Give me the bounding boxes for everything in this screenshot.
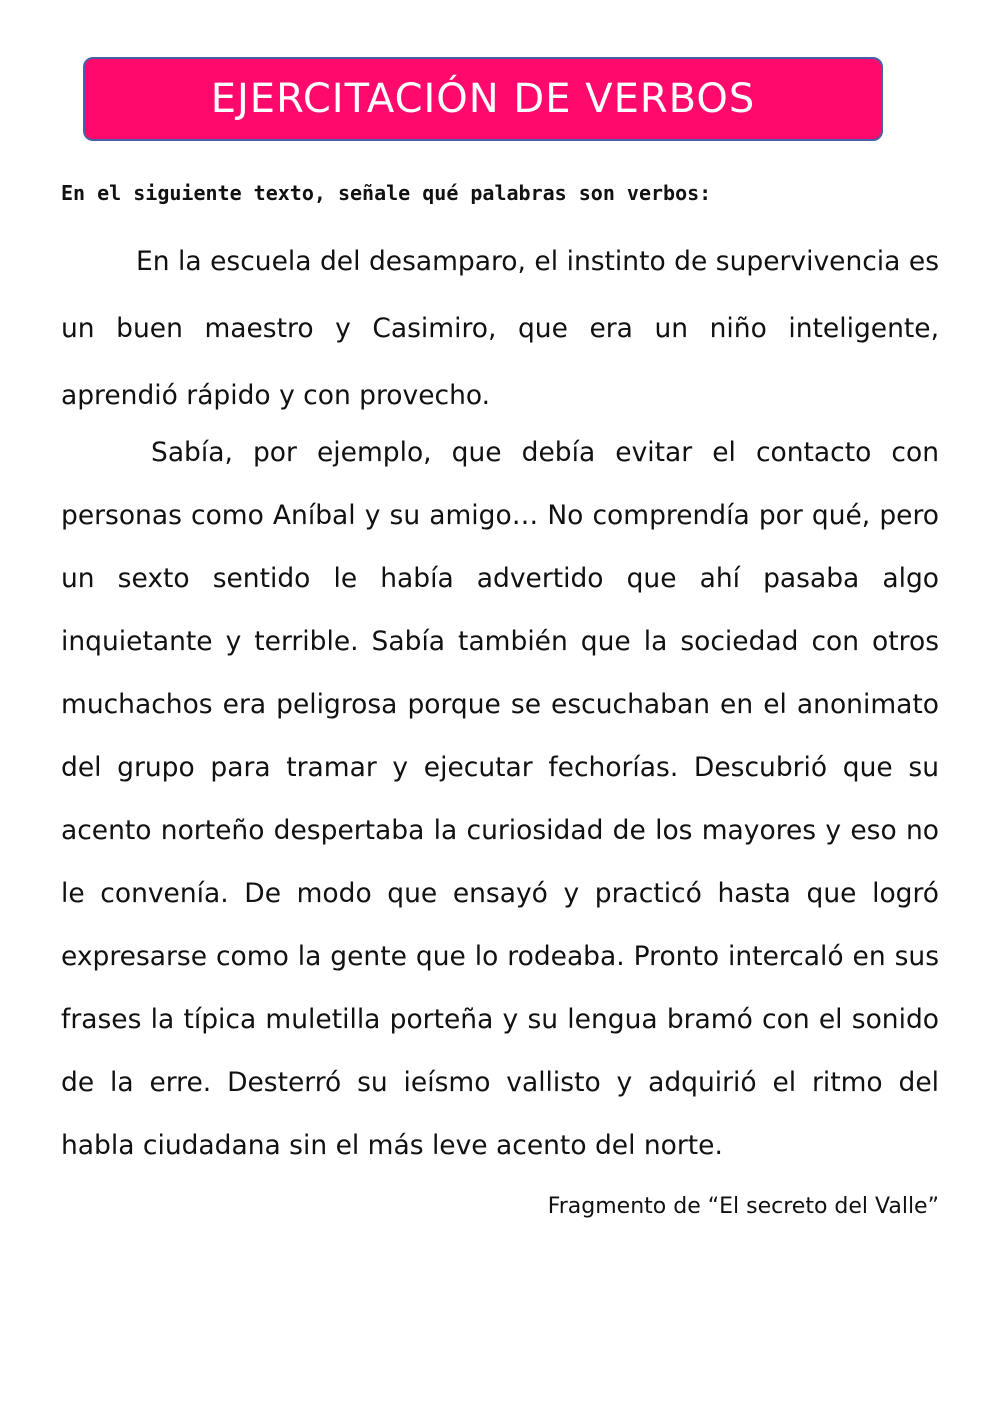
instruction-text: En el siguiente texto, señale qué palabras son verbos:: [61, 181, 712, 205]
title-banner: [83, 57, 883, 141]
text-paragraph-1: En la escuela del desamparo, el instinto de supervivencia es un buen maestro y Casimiro, que era un niño inteligente, aprendió rápido y con provecho.: [61, 246, 939, 411]
page-title: EJERCITACIÓN DE VERBOS: [210, 76, 756, 122]
source-citation: Fragmento de “El secreto del Valle”: [547, 1194, 939, 1219]
text-paragraph-2: Sabía, por ejemplo, que debía evitar el contacto con personas como Aníbal y su amigo… No comprendía por qué, pero un sexto sentido le había advertido que ahí pasaba algo inquietante y terrible. Sabía también que la sociedad con otros muchachos era peligrosa porque se escuchaban en el anonimato del grupo para tramar y ejecutar fechorías. Descubrió que su acento norteño despertaba la curiosidad de los mayores y eso no le convenía. De modo que ensayó y practicó hasta que logró expresarse como la gente que lo rodeaba. Pronto intercaló en sus frases la típica muletilla porteña y su lengua bramó con el sonido de la erre. Desterró su ieísmo vallisto y adquirió el ritmo del habla ciudadana sin el más leve acento del norte.: [61, 437, 939, 1161]
